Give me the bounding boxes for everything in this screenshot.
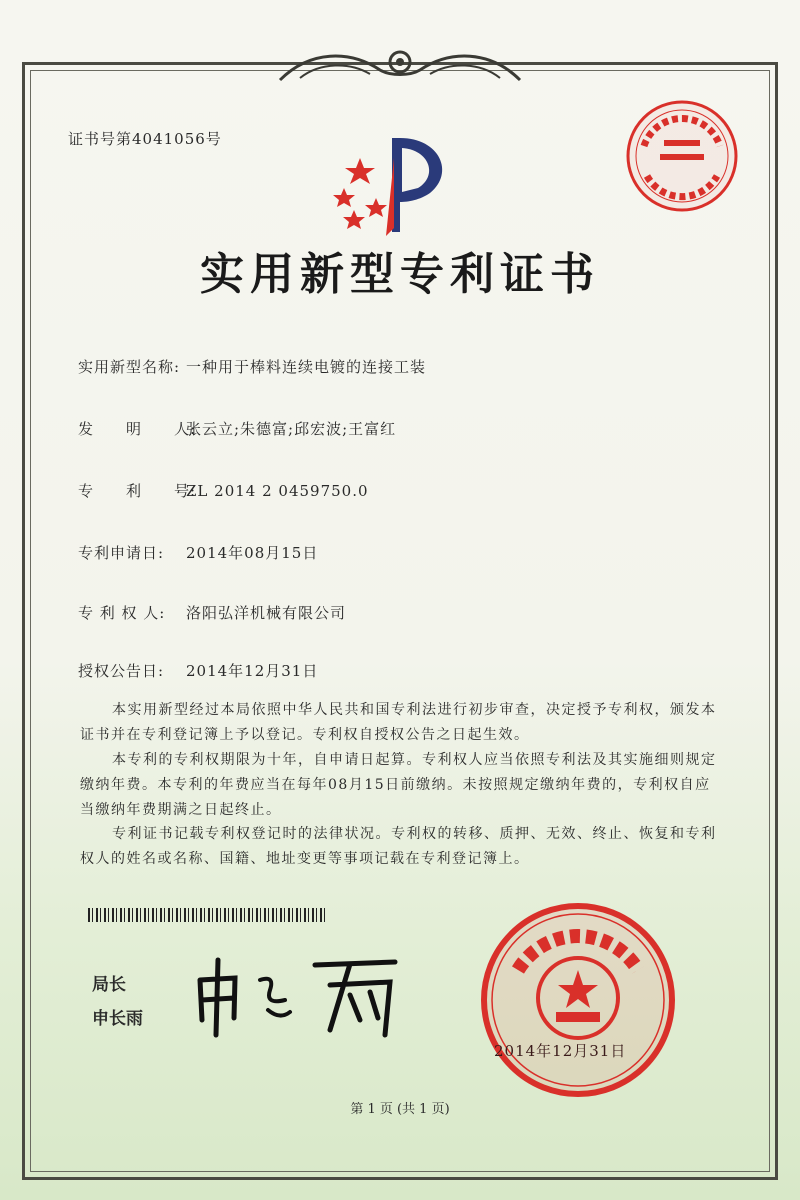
- field-value: 张云立;朱德富;邱宏波;王富红: [186, 420, 397, 438]
- top-ornament-icon: [270, 40, 530, 90]
- field-value: 洛阳弘洋机械有限公司: [186, 604, 347, 622]
- signatory-name: 申长雨: [92, 1009, 143, 1029]
- page-title: 实用新型专利证书: [200, 249, 600, 300]
- field-value: 2014年08月15日: [186, 544, 319, 562]
- application-date-row: [78, 542, 318, 563]
- field-label: 专 利 号:: [78, 482, 197, 500]
- barcode: [88, 908, 328, 922]
- field-value: 2014年12月31日: [186, 662, 319, 680]
- field-value: 一种用于棒料连续电镀的连接工装: [186, 358, 427, 376]
- field-label: 授权公告日:: [78, 662, 165, 680]
- certificate-number: 证书号第4041056号: [68, 130, 222, 148]
- tax-stamp-icon: [622, 96, 742, 216]
- patentee-row: [78, 602, 346, 623]
- field-label: 实用新型名称:: [78, 358, 181, 376]
- seal-date: 2014年12月31日: [494, 1042, 627, 1060]
- field-label: 发 明 人:: [78, 420, 197, 438]
- body-paragraph: 本专利的专利权期限为十年，自申请日起算。专利权人应当依照专利法及其实施细则规定缴纳年费。本专利的年费应当在每年08月15日前缴纳。未按照规定缴纳年费的，专利权自应当缴纳年费期满之日起终止。: [80, 752, 717, 818]
- signatory-title: 局长: [92, 975, 126, 995]
- utility-model-name-row: [78, 356, 426, 377]
- body-paragraph: 本实用新型经过本局依照中华人民共和国专利法进行初步审查，决定授予专利权，颁发本证书并在专利登记簿上予以登记。专利权自授权公告之日起生效。: [80, 702, 717, 743]
- official-seal-icon: [478, 900, 678, 1100]
- field-label: 专 利 权 人:: [78, 604, 166, 622]
- field-value: ZL 2014 2 0459750.0: [186, 482, 369, 500]
- inventors-row: [78, 418, 396, 439]
- patent-number-row: [78, 480, 369, 501]
- field-label: 专利申请日:: [78, 544, 165, 562]
- page-number: 第 1 页 (共 1 页): [350, 1102, 450, 1117]
- patent-office-emblem-icon: [330, 128, 460, 238]
- announcement-date-row: [78, 660, 318, 681]
- body-paragraph: 专利证书记载专利权登记时的法律状况。专利权的转移、质押、无效、终止、恢复和专利权人的姓名或名称、国籍、地址变更等事项记载在专利登记簿上。: [80, 826, 717, 867]
- handwritten-signature-icon: [190, 950, 410, 1040]
